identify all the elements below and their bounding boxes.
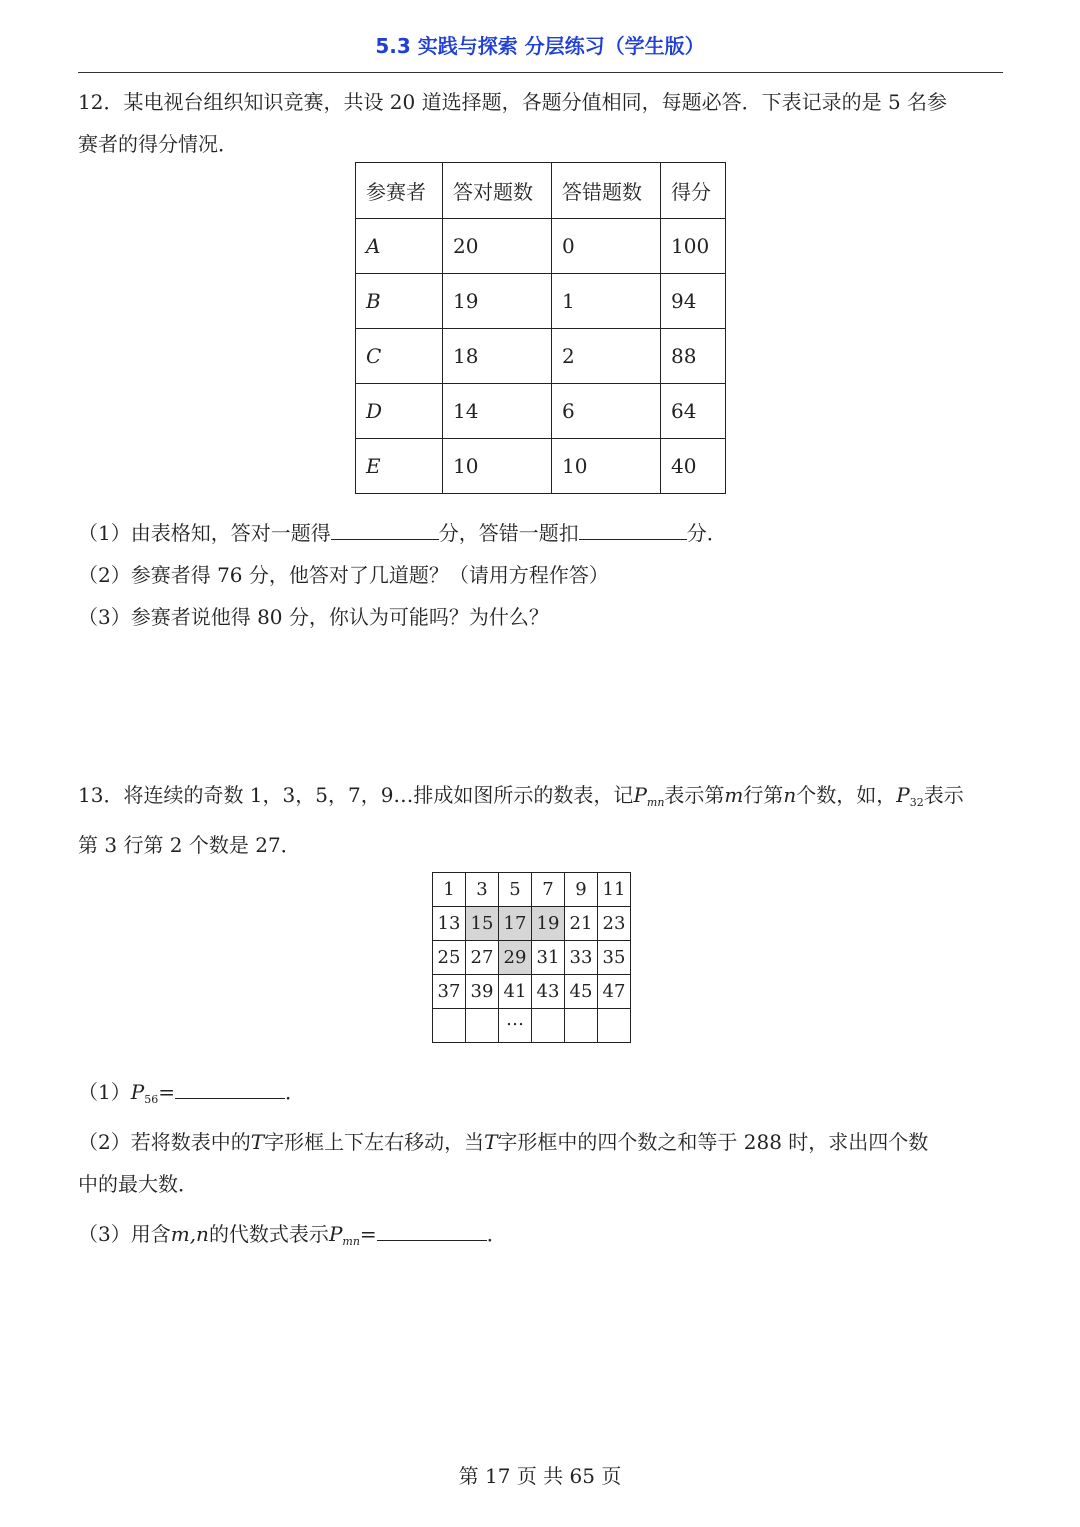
- grid-cell: [565, 1009, 598, 1043]
- table-header-cell: 参赛者: [356, 163, 443, 219]
- equals-sign: =: [359, 1222, 377, 1246]
- table-cell: 64: [661, 384, 726, 439]
- q13-part1: [78, 1076, 305, 1106]
- grid-cell: 41: [499, 975, 532, 1009]
- period: ．: [284, 1080, 305, 1104]
- q13-stem-text: 行第: [743, 783, 784, 807]
- q12-part1-text-c: 分．: [686, 521, 727, 545]
- grid-cell: 35: [598, 941, 631, 975]
- grid-cell: [433, 1009, 466, 1043]
- grid-cell: 47: [598, 975, 631, 1009]
- t-symbol: T: [250, 1130, 265, 1154]
- p-symbol: P: [130, 1080, 145, 1104]
- q13-stem-text: 表示: [923, 783, 964, 807]
- q12-part3: （3）参赛者说他得 80 分，你认为可能吗？为什么？: [78, 605, 549, 629]
- grid-cell-ellipsis: …: [499, 1009, 532, 1043]
- table-row: [356, 219, 726, 274]
- table-row: [356, 384, 726, 439]
- p-subscript: mn: [342, 1235, 360, 1248]
- table-header-cell: 答错题数: [552, 163, 661, 219]
- table-cell: 19: [443, 274, 552, 329]
- table-cell: 88: [661, 329, 726, 384]
- page-title: 5.3 实践与探索 分层练习（学生版）: [375, 34, 705, 58]
- grid-cell: 9: [565, 873, 598, 907]
- table-cell: 40: [661, 439, 726, 494]
- table-header-cell: 得分: [661, 163, 726, 219]
- q12-part1-text-a: （1）由表格知，答对一题得: [78, 521, 331, 545]
- grid-cell: 39: [466, 975, 499, 1009]
- grid-cell: 43: [532, 975, 565, 1009]
- grid-cell: 27: [466, 941, 499, 975]
- q13-part2-text: 字形框上下左右移动，当: [264, 1130, 485, 1154]
- page-footer: 第 17 页 共 65 页: [458, 1464, 622, 1488]
- p-subscript: 32: [909, 796, 924, 809]
- table-row: [356, 329, 726, 384]
- t-symbol: T: [484, 1130, 498, 1154]
- m-symbol: m: [724, 783, 744, 807]
- grid-cell: [532, 1009, 565, 1043]
- grid-cell: [598, 1009, 631, 1043]
- table-header-cell: 答对题数: [443, 163, 552, 219]
- q13-part3-text: （3）用含: [78, 1222, 171, 1246]
- q13-stem-text: 个数，如，: [796, 783, 897, 807]
- grid-cell: 31: [532, 941, 565, 975]
- grid-cell: 1: [433, 873, 466, 907]
- grid-cell-highlighted: 29: [499, 941, 532, 975]
- q13-stem-line2: 第 3 行第 2 个数是 27．: [78, 833, 301, 857]
- mn-variables: m,n: [170, 1222, 209, 1246]
- q13-stem-text: 表示第: [664, 783, 725, 807]
- table-cell: 2: [552, 329, 661, 384]
- table-cell: A: [356, 219, 443, 274]
- grid-cell: 7: [532, 873, 565, 907]
- q12-part1: [78, 517, 727, 546]
- p-symbol: P: [328, 1222, 343, 1246]
- q13-part1-label: （1）: [78, 1080, 131, 1104]
- table-cell: 100: [661, 219, 726, 274]
- table-cell: 18: [443, 329, 552, 384]
- q13-part2-line1: [78, 1126, 928, 1155]
- table-header-row: [356, 163, 726, 219]
- grid-cell: 45: [565, 975, 598, 1009]
- table-cell: E: [356, 439, 443, 494]
- n-symbol: n: [783, 783, 797, 807]
- q13-part3: [78, 1218, 507, 1248]
- grid-cell: 13: [433, 907, 466, 941]
- answer-blank[interactable]: [579, 519, 687, 540]
- grid-cell-highlighted: 17: [499, 907, 532, 941]
- p-subscript: 56: [144, 1093, 159, 1106]
- equals-sign: =: [158, 1080, 175, 1104]
- q12-stem-line1: 12．某电视台组织知识竞赛，共设 20 道选择题，各题分值相同，每题必答．下表记录的是 5 名参: [78, 90, 948, 114]
- table-cell: 10: [552, 439, 661, 494]
- p-subscript: mn: [646, 796, 665, 809]
- p-symbol: P: [896, 783, 910, 807]
- answer-blank[interactable]: [331, 519, 439, 540]
- answer-blank[interactable]: [377, 1220, 487, 1241]
- p-symbol: P: [633, 783, 647, 807]
- grid-cell: 25: [433, 941, 466, 975]
- grid-row: [433, 941, 631, 975]
- q12-score-table: [355, 162, 726, 494]
- q13-part2-text: 字形框中的四个数之和等于 288 时，求出四个数: [497, 1130, 929, 1154]
- grid-row: [433, 873, 631, 907]
- answer-blank[interactable]: [175, 1078, 285, 1099]
- q13-stem-text: 13．将连续的奇数 1，3，5，7，9…排成如图所示的数表，记: [78, 783, 634, 807]
- table-cell: D: [356, 384, 443, 439]
- period: ．: [486, 1222, 507, 1246]
- grid-cell: 33: [565, 941, 598, 975]
- table-row: [356, 439, 726, 494]
- grid-row: [433, 975, 631, 1009]
- q12-stem-line2: 赛者的得分情况．: [78, 132, 238, 156]
- q13-part2-text: （2）若将数表中的: [78, 1130, 251, 1154]
- table-cell: 94: [661, 274, 726, 329]
- grid-cell: 37: [433, 975, 466, 1009]
- header-divider: [78, 72, 1003, 73]
- grid-cell: [466, 1009, 499, 1043]
- table-cell: 10: [443, 439, 552, 494]
- grid-row: [433, 1009, 631, 1043]
- grid-row: [433, 907, 631, 941]
- table-cell: 6: [552, 384, 661, 439]
- odd-number-grid: [432, 872, 631, 1043]
- grid-cell-highlighted: 19: [532, 907, 565, 941]
- grid-cell: 3: [466, 873, 499, 907]
- table-cell: 1: [552, 274, 661, 329]
- table-cell: 14: [443, 384, 552, 439]
- grid-cell: 23: [598, 907, 631, 941]
- table-cell: 0: [552, 219, 661, 274]
- grid-cell: 21: [565, 907, 598, 941]
- q13-part2-line2: 中的最大数．: [78, 1172, 198, 1196]
- q13-part3-text: 的代数式表示: [208, 1222, 329, 1246]
- grid-cell-highlighted: 15: [466, 907, 499, 941]
- q12-part2: （2）参赛者得 76 分，他答对了几道题？（请用方程作答）: [78, 563, 609, 587]
- table-cell: C: [356, 329, 443, 384]
- grid-cell: 5: [499, 873, 532, 907]
- table-cell: 20: [443, 219, 552, 274]
- q13-stem-line1: [78, 779, 964, 809]
- table-cell: B: [356, 274, 443, 329]
- grid-cell: 11: [598, 873, 631, 907]
- table-row: [356, 274, 726, 329]
- q12-part1-text-b: 分，答错一题扣: [438, 521, 579, 545]
